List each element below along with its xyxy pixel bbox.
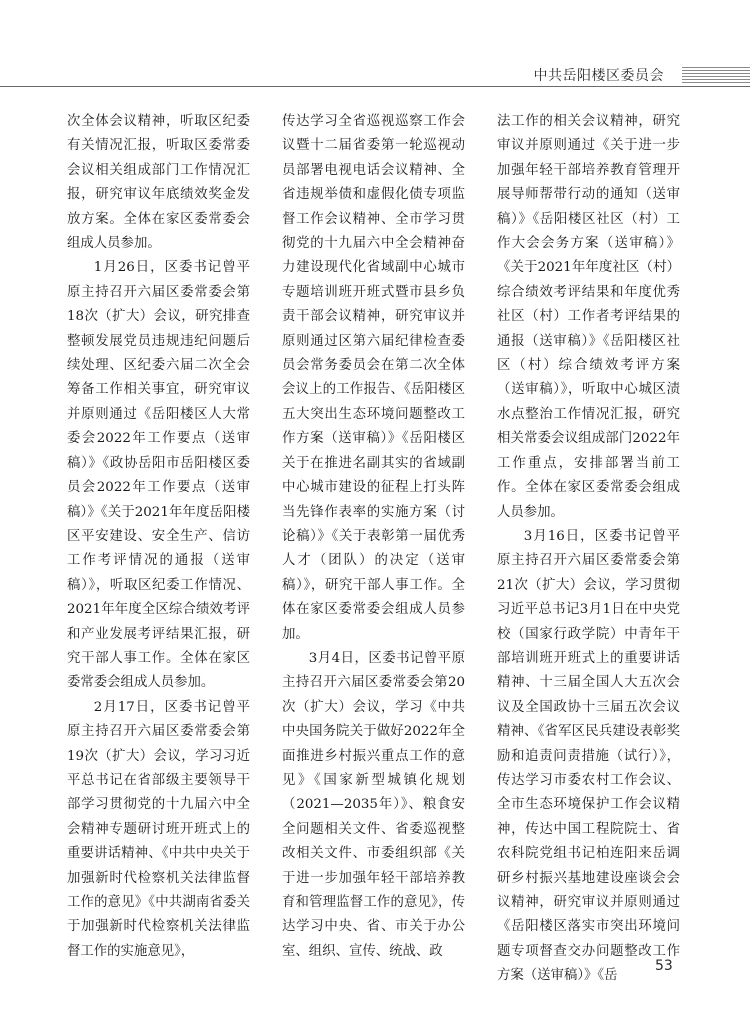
running-header bbox=[0, 60, 750, 88]
paragraph: 2月17日，区委书记曾平原主持召开六届区委常委会第19次（扩大）会议，学习习近平总书记在省部级主要领导干部学习贯彻党的十九届六中全会精神专题研讨班开班式上的重要讲话精神、《中共中央关于加强新时代检察机关法律监督工作的意见》《中共湖南省委关于加强新时代检察机关法律监督工作的实施意见》， bbox=[67, 699, 250, 959]
page-number: 53 bbox=[655, 958, 673, 974]
paragraph: 3月16日，区委书记曾平原主持召开六届区委常委会第21次（扩大）会议，学习贯彻习近平总书记3月1日在中央党校（国家行政学院）中青年干部培训班开班式上的重要讲话精神、十三届全国人大五次会议及全国政协十三届五次会议精神、《省军区民兵建设表彰奖励和追责问责措施（试行）》，传达学习市委农村工作会议、全市生态环境保护工作会议精神，传达中国工程院院士、省农科院党组书记柏连阳来岳调研乡村振兴基地建设座谈会会议精神，研究审议并原则通过《岳阳楼区落实市突出环境问题专项督查交办问题整改工作方案（送审稿）》《岳 bbox=[497, 528, 680, 984]
text-column-2 bbox=[282, 110, 465, 964]
text-column-3 bbox=[497, 110, 680, 989]
text-column-1 bbox=[67, 110, 250, 964]
header-decorative-rules bbox=[682, 67, 750, 83]
paragraph: 传达学习全省巡视巡察工作会议暨十二届省委第一轮巡视动员部署电视电话会议精神、全省违规举债和虚假化债专项监督工作会议精神、全市学习贯彻党的十九届六中全会精神奋力建设现代化省域副中心城市专题培训班开班式暨市县乡负责干部会议精神，研究审议并原则通过区第六届纪律检查委员会常务委员会在第二次全体会议上的工作报告、《岳阳楼区五大突出生态环境问题整改工作方案（送审稿）》《岳阳楼区关于在推进名副其实的省域副中心城市建设的征程上打头阵当先锋作表率的实施方案（讨论稿）》《关于表彰第一届优秀人才（团队）的决定（送审稿）》，研究干部人事工作。全体在家区委常委会组成人员参加。 bbox=[282, 114, 465, 642]
header-title: 中共岳阳楼区委员会 bbox=[533, 68, 664, 84]
paragraph: 法工作的相关会议精神，研究审议并原则通过《关于进一步加强年轻干部培养教育管理开展导师帮带行动的通知（送审稿）》《岳阳楼区社区（村）工作大会会务方案（送审稿）》《关于2021年年度社区（村）综合绩效考评结果和年度优秀社区（村）工作者考评结果的通报（送审稿）》《岳阳楼区社区（村）综合绩效考评方案（送审稿）》，听取中心城区渍水点整治工作情况汇报，研究相关常委会议组成部门2022年工作重点，安排部署当前工作。全体在家区委常委会组成人员参加。 bbox=[497, 114, 680, 520]
paragraph: 1月26日，区委书记曾平原主持召开六届区委常委会第18次（扩大）会议，研究排查整顿发展党员违规违纪问题后续处理、区纪委六届二次全会筹备工作相关事宜，研究审议并原则通过《岳阳楼区人大常委会2022年工作要点（送审稿）》《政协岳阳市岳阳楼区委员会2022年工作要点（送审稿）》《关于2021年年度岳阳楼区平安建设、安全生产、信访工作考评情况的通报（送审稿）》，听取区纪委工作情况、2021年年度全区综合绩效考评和产业发展考评结果汇报，研究干部人事工作。全体在家区委常委会组成人员参加。 bbox=[67, 260, 250, 691]
paragraph: 3月4日，区委书记曾平原主持召开六届区委常委会第20次（扩大）会议，学习《中共中央国务院关于做好2022年全面推进乡村振兴重点工作的意见》《国家新型城镇化规划（2021—2035年）》、粮食安全问题相关文件、省委巡视整改相关文件、市委组织部《关于进一步加强年轻干部培养教育和管理监督工作的意见》，传达学习中央、省、市关于办公室、组织、宣传、统战、政 bbox=[282, 650, 465, 959]
paragraph: 次全体会议精神，听取区纪委有关情况汇报，听取区委常委会议相关组成部门工作情况汇报，研究审议年底绩效奖金发放方案。全体在家区委常委会组成人员参加。 bbox=[67, 114, 250, 252]
header-divider bbox=[0, 86, 750, 87]
